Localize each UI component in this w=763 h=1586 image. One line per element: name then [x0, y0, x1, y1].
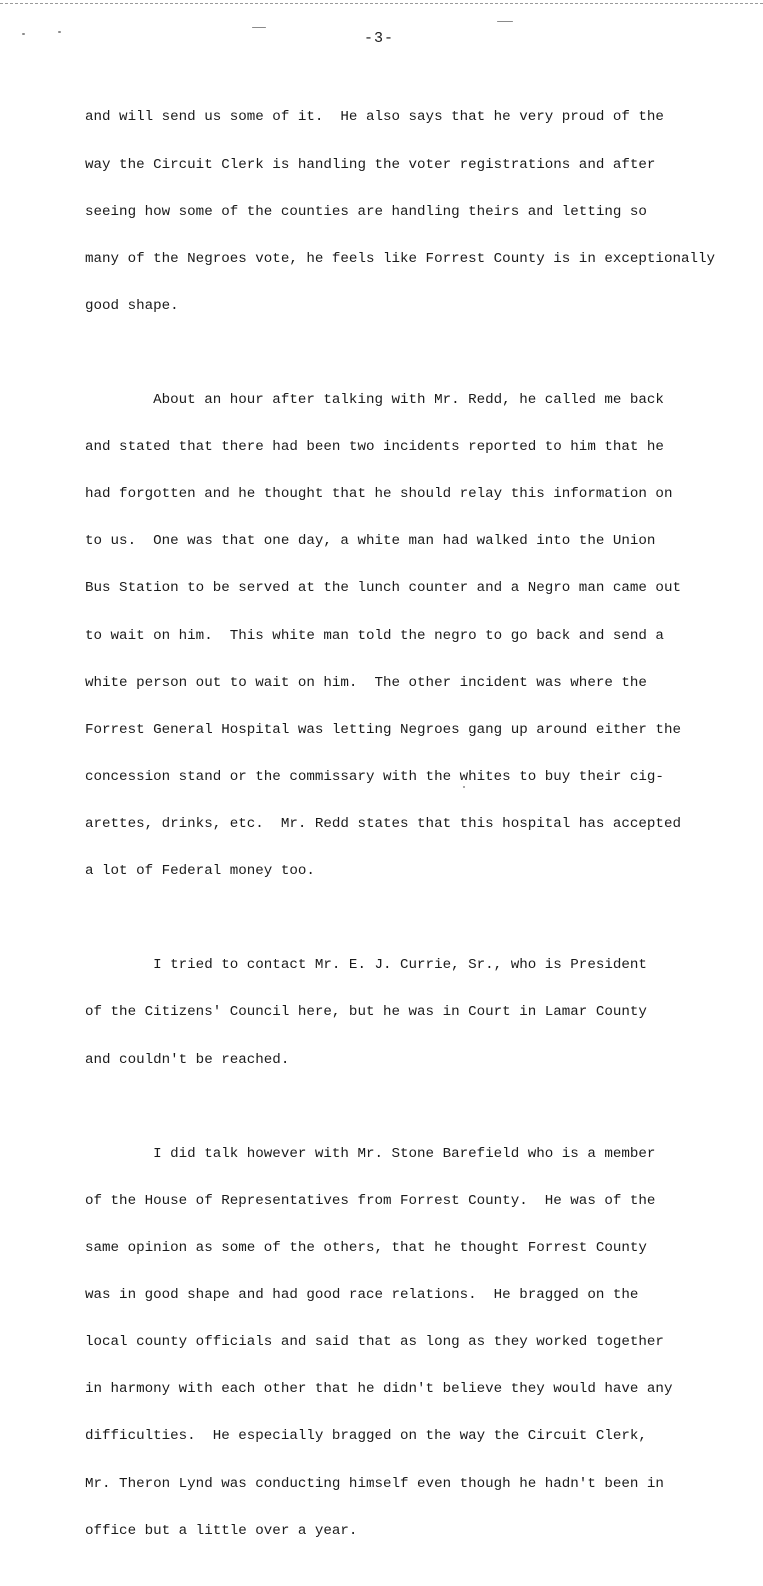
paragraph — [85, 1115, 755, 1570]
page-number: -3- — [364, 30, 395, 47]
text-line: About an hour after talking with Mr. Redd, he called me back — [85, 392, 664, 409]
text-line: had forgotten and he thought that he should relay this information on — [85, 486, 673, 503]
text-line: Forrest General Hospital was letting Negroes gang up around either the — [85, 721, 681, 738]
top-edge-border — [0, 3, 763, 4]
scan-speck — [58, 31, 61, 33]
text-line: and couldn't be reached. — [85, 1051, 290, 1068]
text-line: to us. One was that one day, a white man had walked into the Union — [85, 533, 656, 550]
paragraph — [85, 927, 755, 1100]
text-line: in harmony with each other that he didn't believe they would have any — [85, 1381, 673, 1398]
scan-speck — [497, 21, 513, 22]
text-line: was in good shape and had good race relations. He bragged on the — [85, 1287, 639, 1304]
text-line: same opinion as some of the others, that he thought Forrest County — [85, 1239, 647, 1256]
text-line: Mr. Theron Lynd was conducting himself even though he hadn't been in — [85, 1475, 664, 1492]
text-line: local county officials and said that as long as they worked together — [85, 1334, 664, 1351]
text-line: to wait on him. This white man told the negro to go back and send a — [85, 627, 664, 644]
scan-speck — [252, 27, 266, 28]
scan-speck — [22, 33, 25, 35]
text-line: of the House of Representatives from Forrest County. He was of the — [85, 1192, 656, 1209]
text-line: a lot of Federal money too. — [85, 863, 315, 880]
paragraph — [85, 362, 755, 912]
text-line: I tried to contact Mr. E. J. Currie, Sr., who is President — [85, 957, 647, 974]
text-line: many of the Negroes vote, he feels like Forrest County is in exceptionally — [85, 250, 716, 267]
text-line: and will send us some of it. He also says that he very proud of the — [85, 109, 664, 126]
text-line: arettes, drinks, etc. Mr. Redd states that this hospital has accepted — [85, 816, 681, 833]
text-line: white person out to wait on him. The other incident was where the — [85, 674, 647, 691]
text-line: and stated that there had been two incidents reported to him that he — [85, 439, 664, 456]
text-line: office but a little over a year. — [85, 1522, 358, 1539]
text-line: difficulties. He especially bragged on the way the Circuit Clerk, — [85, 1428, 647, 1445]
page-body — [85, 79, 755, 1586]
text-line: of the Citizens' Council here, but he was in Court in Lamar County — [85, 1004, 647, 1021]
text-line: concession stand or the commissary with the whites to buy their cig- — [85, 768, 664, 785]
paragraph — [85, 79, 755, 346]
text-line: Bus Station to be served at the lunch counter and a Negro man came out — [85, 580, 681, 597]
text-line: seeing how some of the counties are handling theirs and letting so — [85, 203, 647, 220]
text-line: good shape. — [85, 297, 179, 314]
text-line: I did talk however with Mr. Stone Barefield who is a member — [85, 1145, 656, 1162]
text-line: way the Circuit Clerk is handling the voter registrations and after — [85, 156, 656, 173]
